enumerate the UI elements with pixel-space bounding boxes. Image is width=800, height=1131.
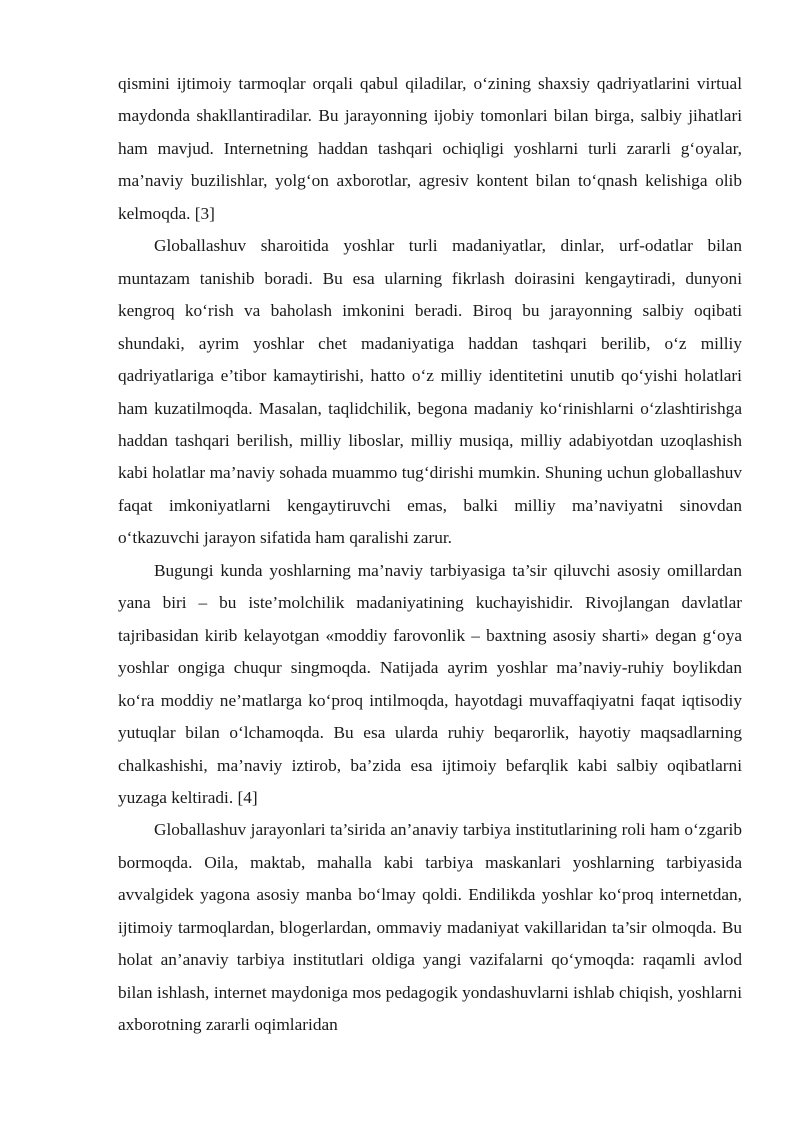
paragraph-globalization-cultures: Globallashuv sharoitida yoshlar turli madaniyatlar, dinlar, urf-odatlar bilan muntazam tanishib boradi. Bu esa ularning fikrlash doirasini kengaytiradi, dunyoni kengroq ko‘rish va baholash imkonini beradi. Biroq bu jarayonning salbiy oqibati shundaki, ayrim yoshlar chet madaniyatiga haddan tashqari berilib, o‘z milliy qadriyatlariga e’tibor kamaytirishi, hatto o‘z milliy identitetini unutib qo‘yishi holatlari ham kuzatilmoqda. Masalan, taqlidchilik, begona madaniy ko‘rinishlarni o‘zlashtirishga haddan tashqari berilish, milliy liboslar, milliy musiqa, milliy adabiyotdan uzoqlashish kabi holatlar ma’naviy sohada muammo tug‘dirishi mumkin. Shuning uchun globallashuv faqat imkoniyatlarni kengaytiruvchi emas, balki milliy ma’naviyatni sinovdan o‘tkazuvchi jarayon sifatida ham qaralishi zarur. — [118, 236, 742, 548]
paragraph-continuation: qismini ijtimoiy tarmoqlar orqali qabul qiladilar, o‘zining shaxsiy qadriyatlarini virtual maydonda shakllantiradilar. Bu jarayonning ijobiy tomonlari bilan birga, salbiy jihatlari ham mavjud. Internetning haddan tashqari ochiqligi yoshlarni turli zararli g‘oyalar, ma’naviy buzilishlar, yolg‘on axborotlar, agresiv kontent bilan to‘qnash kelishiga olib kelmoqda. [3] — [118, 74, 742, 223]
paragraph-consumerism: Bugungi kunda yoshlarning ma’naviy tarbiyasiga ta’sir qiluvchi asosiy omillardan yana biri – bu iste’molchilik madaniyatining kuchayishidir. Rivojlangan davlatlar tajribasidan kirib kelayotgan «moddiy farovonlik – baxtning asosiy sharti» degan g‘oya yoshlar ongiga chuqur singmoqda. Natijada ayrim yoshlar ma’naviy-ruhiy boylikdan ko‘ra moddiy ne’matlarga ko‘proq intilmoqda, hayotdagi muvaffaqiyatni faqat iqtisodiy yutuqlar bilan o‘lchamoqda. Bu esa ularda ruhiy beqarorlik, hayotiy maqsadlarning chalkashishi, ma’naviy iztirob, ba’zida esa ijtimoiy befarqlik kabi salbiy oqibatlarni yuzaga keltiradi. [4] — [118, 560, 742, 807]
document-body — [118, 68, 742, 1042]
paragraph-education-institutions: Globallashuv jarayonlari ta’sirida an’anaviy tarbiya institutlarining roli ham o‘zgarib bormoqda. Oila, maktab, mahalla kabi tarbiya maskanlari yoshlarning tarbiyasida avvalgidek yagona asosiy manba bo‘lmay qoldi. Endilikda yoshlar ko‘proq internetdan, ijtimoiy tarmoqlardan, blogerlardan, ommaviy madaniyat vakillaridan ta’sir olmoqda. Bu holat an’anaviy tarbiya institutlari oldiga yangi vazifalarni qo‘ymoqda: raqamli avlod bilan ishlash, internet maydoniga mos pedagogik yondashuvlarni ishlab chiqish, yoshlarni axborotning zararli oqimlaridan — [118, 820, 742, 1035]
